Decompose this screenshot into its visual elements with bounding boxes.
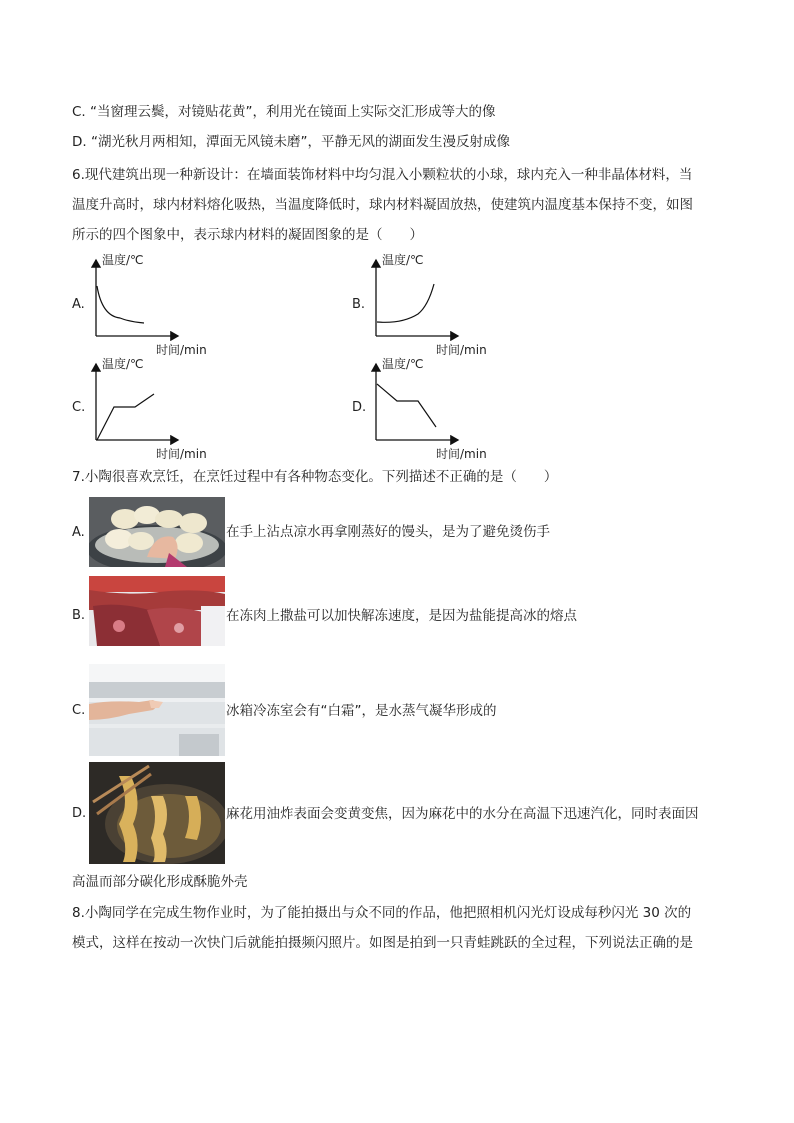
graph-a-label: A.	[72, 297, 85, 312]
q7-option-c-text: 冰箱冷冻室会有“白霜”，是水蒸气凝华形成的	[226, 703, 497, 719]
graph-a-curve	[97, 286, 144, 323]
question-6-line-2: 温度升高时，球内材料熔化吸热，当温度降低时，球内材料凝固放热，使建筑内温度基本保持不变，如图	[72, 197, 693, 213]
photo-freezer-frost	[89, 664, 225, 756]
q7-option-d-label: D.	[72, 806, 87, 821]
question-8-line-1: 8.小陶同学在完成生物作业时，为了能拍摄出与众不同的作品，他把照相机闪光灯设成每秒闪光 30 次的	[72, 905, 692, 921]
option-c-previous: C. “当窗理云鬓，对镜贴花黄”，利用光在镜面上实际交汇形成等大的像	[72, 104, 496, 120]
graph-d-ylabel: 温度/℃	[382, 357, 424, 371]
question-6-line-1: 6.现代建筑出现一种新设计：在墙面装饰材料中均匀混入小颗粒状的小球，球内充入一种非晶体材料，当	[72, 167, 693, 183]
graph-d-curve	[377, 384, 436, 427]
q7-option-a-text: 在手上沾点凉水再拿刚蒸好的馒头，是为了避免烫伤手	[226, 524, 550, 540]
photo-fried-dough-twist	[89, 762, 225, 864]
q7-option-d-continuation: 高温而部分碳化形成酥脆外壳	[72, 874, 248, 890]
q7-option-b-text: 在冻肉上撒盐可以加快解冻速度，是因为盐能提高冰的熔点	[226, 608, 577, 624]
graph-b-xlabel: 时间/min	[436, 343, 487, 357]
q7-option-c-label: C.	[72, 703, 86, 718]
graph-d-xlabel: 时间/min	[436, 447, 487, 461]
graph-a-ylabel: 温度/℃	[102, 253, 144, 267]
graph-c-xlabel: 时间/min	[156, 447, 207, 461]
q7-option-b-label: B.	[72, 608, 86, 623]
question-6-line-3: 所示的四个图象中，表示球内材料的凝固图象的是（ ）	[72, 227, 423, 243]
graph-d	[368, 354, 508, 462]
graph-a-xlabel: 时间/min	[156, 343, 207, 357]
graph-b-curve	[377, 284, 434, 322]
graph-b-ylabel: 温度/℃	[382, 253, 424, 267]
question-7: 7.小陶很喜欢烹饪，在烹饪过程中有各种物态变化。下列描述不正确的是（ ）	[72, 469, 558, 485]
q7-option-a-label: A.	[72, 525, 85, 540]
photo-steamed-buns	[89, 497, 225, 567]
graph-c	[88, 354, 228, 462]
photo-frozen-meat	[89, 576, 225, 646]
graph-c-curve	[97, 394, 154, 440]
question-8-line-2: 模式，这样在按动一次快门后就能拍摄频闪照片。如图是拍到一只青蛙跳跃的全过程，下列说法正确的是	[72, 935, 693, 951]
option-d-previous: D. “湖光秋月两相知，潭面无风镜未磨”，平静无风的湖面发生漫反射成像	[72, 134, 510, 150]
graph-d-label: D.	[352, 400, 367, 415]
graph-c-ylabel: 温度/℃	[102, 357, 144, 371]
graph-a	[88, 250, 228, 358]
graph-b-label: B.	[352, 297, 366, 312]
q7-option-d-text: 麻花用油炸表面会变黄变焦，因为麻花中的水分在高温下迅速汽化，同时表面因	[226, 806, 699, 822]
graph-c-label: C.	[72, 400, 86, 415]
graph-b	[368, 250, 508, 358]
